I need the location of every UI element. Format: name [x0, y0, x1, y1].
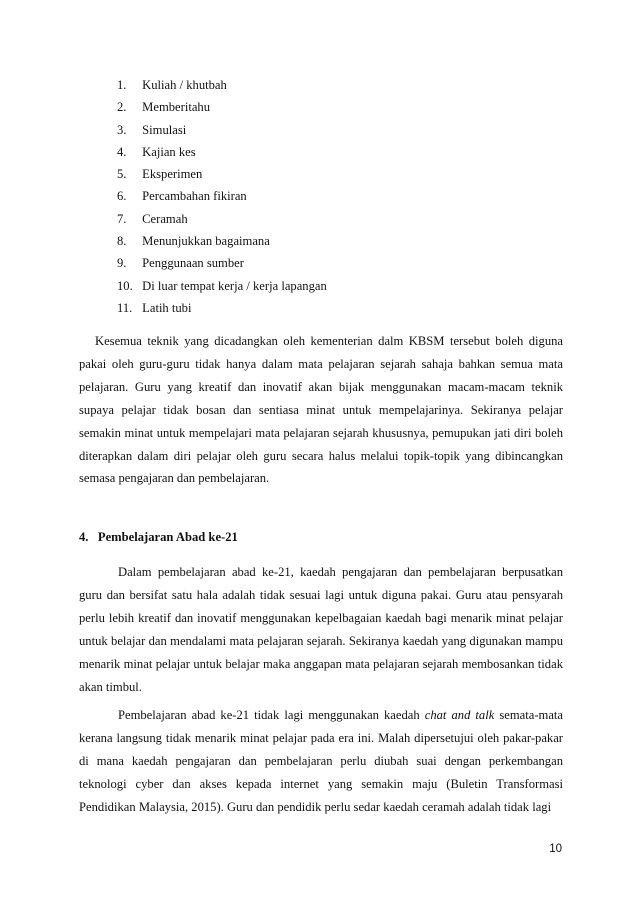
paragraph-21st-century-intro: Dalam pembelajaran abad ke-21, kaedah pengajaran dan pembelajaran berpusatkan guru dan bersifat satu hala adalah tidak sesuai lagi untuk diguna pakai. Guru atau pensyarah perlu lebih kreatif dan inovatif menggunakan kepelbagaian kaedah bagi menarik minat pelajar untuk belajar dan mendalami mata pelajaran sejarah. Sekiranya kaedah yang digunakan mampu menarik minat pelajar untuk belajar maka anggapan mata pelajaran sejarah membosankan tidak akan timbul. — [79, 565, 563, 694]
list-item-text: Eksperimen — [142, 167, 203, 182]
list-item-number: 4. — [117, 144, 127, 159]
list-item-number: 8. — [117, 234, 127, 249]
list-item — [117, 185, 327, 207]
italic-term: chat and talk — [424, 708, 495, 722]
list-item-number: 1. — [117, 78, 127, 92]
list-item-text: Kuliah / khutbah — [142, 78, 227, 92]
list-item-number: 10. — [117, 278, 133, 293]
list-item-number: 3. — [117, 122, 127, 137]
list-item — [117, 275, 327, 297]
list-item — [117, 141, 327, 163]
list-item-text: Menunjukkan bagaimana — [142, 234, 270, 249]
paragraph-text: semata-mata kerana langsung tidak menarik minat pelajar pada era ini. Malah dipersetujui oleh pakar-pakar di mana kaedah pengajaran dan pembelajaran perlu diubah suai dengan perkembangan teknologi cyber dan akses kepada internet yang semakin maju (Buletin Transformasi Pendidikan Malaysia, 2015). Guru dan pendidik perlu sedar kaedah ceramah adalah tidak lagi — [79, 708, 563, 814]
list-item-number: 5. — [117, 167, 127, 182]
list-item-number: 7. — [117, 211, 127, 226]
page-number: 10 — [549, 843, 562, 855]
list-item — [117, 119, 327, 141]
list-item-text: Latih tubi — [142, 300, 192, 315]
paragraph-chat-and-talk — [79, 704, 563, 819]
list-item — [117, 163, 327, 185]
list-item-text: Di luar tempat kerja / kerja lapangan — [142, 278, 327, 293]
section-heading: 4. Pembelajaran Abad ke-21 — [79, 530, 238, 544]
list-item-text: Penggunaan sumber — [142, 256, 244, 271]
list-item — [117, 74, 327, 96]
list-item — [117, 208, 327, 230]
list-item-text: Simulasi — [142, 122, 187, 137]
teaching-techniques-list — [117, 74, 327, 319]
paragraph-techniques: Kesemua teknik yang dicadangkan oleh kementerian dalm KBSM tersebut boleh diguna pakai oleh guru-guru tidak hanya dalam mata pelajaran sejarah sahaja bahkan semua mata pelajaran. Guru yang kreatif dan inovatif akan bijak menggunakan macam-macam teknik supaya pelajar tidak bosan dan sentiasa minat untuk mempelajarinya. Sekiranya pelajar semakin minat untuk mempelajari mata pelajaran sejarah khususnya, pemupukan jati diri boleh diterapkan dalam diri pelajar oleh guru secara halus melalui topik-topik yang dibincangkan semasa pengajaran dan pembelajaran. — [79, 334, 563, 486]
list-item-number: 2. — [117, 100, 127, 115]
list-item-text: Percambahan fikiran — [142, 189, 247, 204]
list-item — [117, 96, 327, 118]
list-item — [117, 230, 327, 252]
list-item-text: Ceramah — [142, 211, 188, 226]
list-item-text: Kajian kes — [142, 144, 196, 159]
paragraph-text: Pembelajaran abad ke-21 tidak lagi menggunakan kaedah — [118, 708, 425, 722]
list-item-number: 11. — [117, 300, 133, 315]
list-item — [117, 297, 327, 319]
list-item-number: 6. — [117, 189, 127, 204]
list-item-number: 9. — [117, 256, 127, 271]
list-item — [117, 252, 327, 274]
list-item-text: Memberitahu — [142, 100, 211, 115]
